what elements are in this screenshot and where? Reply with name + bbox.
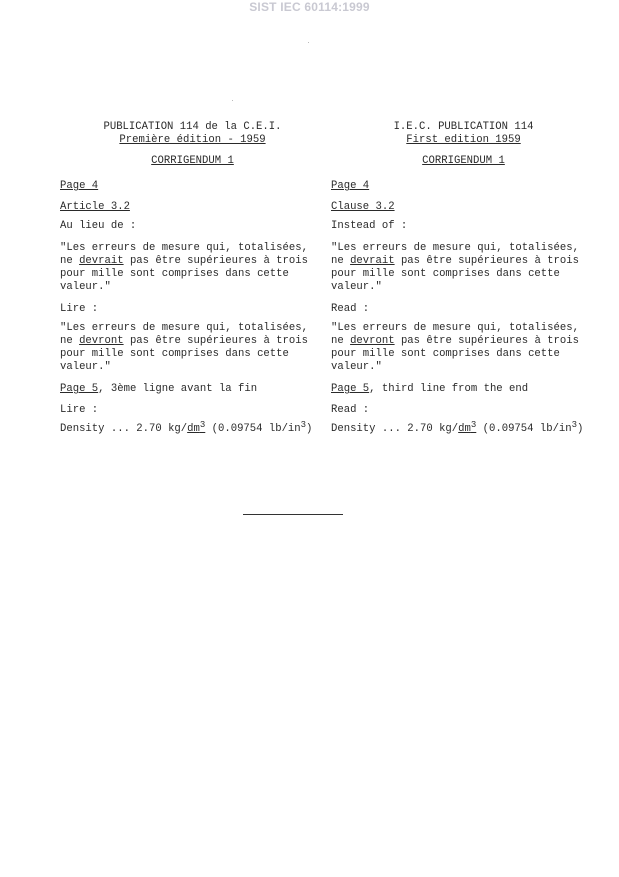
page5-detail: , 3ème ligne avant la fin <box>98 383 258 395</box>
density-unit <box>187 420 206 435</box>
quote-line: valeur." <box>60 281 111 293</box>
quote-line: "Les erreurs de mesure qui, totalisées, <box>60 322 308 334</box>
quote-line: pour mille sont comprises dans cette <box>331 348 560 360</box>
english-page-ref-text: Page 4 <box>331 180 370 192</box>
quote-emphasis: devrait <box>79 255 124 267</box>
english-page-ref <box>331 180 596 193</box>
english-clause-ref-text: Clause 3.2 <box>331 201 395 213</box>
french-corrigendum-title <box>60 155 325 168</box>
english-header <box>331 121 596 146</box>
end-rule-divider <box>243 514 343 515</box>
quote-text: pas être supérieures à trois <box>394 335 579 347</box>
english-column <box>331 121 596 436</box>
quote-text: ne <box>331 255 351 267</box>
english-page5-ref <box>331 383 596 396</box>
french-column <box>60 121 325 436</box>
english-quote-corrected <box>331 322 596 374</box>
french-page-ref <box>60 180 325 193</box>
density-exponent: 3 <box>571 420 578 430</box>
french-clause-ref <box>60 201 325 214</box>
french-clause-ref-text: Article 3.2 <box>60 201 130 213</box>
density-exponent: 3 <box>199 420 206 430</box>
quote-line: valeur." <box>60 361 111 373</box>
french-density-line <box>60 420 325 436</box>
quote-text: pas être supérieures à trois <box>394 255 579 267</box>
quote-line: pour mille sont comprises dans cette <box>60 348 289 360</box>
quote-line: valeur." <box>331 281 382 293</box>
quote-line <box>60 255 325 268</box>
density-unit-text: dm <box>458 423 471 435</box>
french-header-edition: Première édition - 1959 <box>119 133 266 146</box>
quote-text: ne <box>331 335 351 347</box>
quote-text: pas être supérieures à trois <box>123 335 308 347</box>
page5-label: Page 5 <box>331 383 370 395</box>
quote-emphasis: devront <box>350 335 395 347</box>
french-quote-corrected <box>60 322 325 374</box>
quote-line: "Les erreurs de mesure qui, totalisées, <box>331 322 579 334</box>
english-quote-original <box>331 242 596 294</box>
french-page5-ref <box>60 383 325 396</box>
english-instead-of: Instead of : <box>331 220 408 232</box>
density-exponent: 3 <box>470 420 477 430</box>
page5-detail: , third line from the end <box>369 383 529 395</box>
quote-line <box>331 255 596 268</box>
quote-line: pour mille sont comprises dans cette <box>331 268 560 280</box>
quote-line: valeur." <box>331 361 382 373</box>
density-unit <box>458 420 477 435</box>
english-corrigendum-title <box>331 155 596 168</box>
quote-line: pour mille sont comprises dans cette <box>60 268 289 280</box>
quote-emphasis: devrait <box>350 255 395 267</box>
scan-speck <box>232 100 233 101</box>
english-clause-ref <box>331 201 596 214</box>
french-instead-of: Au lieu de : <box>60 220 137 232</box>
quote-text: ne <box>60 255 80 267</box>
density-exponent: 3 <box>300 420 307 430</box>
english-header-title: I.E.C. PUBLICATION 114 <box>393 121 534 133</box>
page5-label: Page 5 <box>60 383 99 395</box>
english-corrigendum-label: CORRIGENDUM 1 <box>422 155 505 167</box>
quote-line: "Les erreurs de mesure qui, totalisées, <box>331 242 579 254</box>
french-corrigendum-label: CORRIGENDUM 1 <box>151 155 234 167</box>
density-text: Density ... 2.70 kg/ <box>60 423 188 435</box>
english-header-edition: First edition 1959 <box>406 133 521 146</box>
density-text: ) <box>306 423 313 435</box>
english-read: Read : <box>331 303 370 315</box>
quote-text: ne <box>60 335 80 347</box>
density-unit-text: dm <box>187 423 200 435</box>
english-density-line <box>331 420 596 436</box>
scan-speck <box>308 42 309 43</box>
french-header-title: PUBLICATION 114 de la C.E.I. <box>103 121 282 133</box>
density-text: (0.09754 lb/in <box>205 423 301 435</box>
french-read: Lire : <box>60 303 99 315</box>
quote-line <box>331 335 596 348</box>
density-text: ) <box>577 423 584 435</box>
french-page-ref-text: Page 4 <box>60 180 99 192</box>
density-text: Density ... 2.70 kg/ <box>331 423 459 435</box>
quote-emphasis: devront <box>79 335 124 347</box>
density-text: (0.09754 lb/in <box>476 423 572 435</box>
french-read2: Lire : <box>60 404 99 416</box>
quote-line: "Les erreurs de mesure qui, totalisées, <box>60 242 308 254</box>
document-watermark: SIST IEC 60114:1999 <box>249 0 370 14</box>
quote-line <box>60 335 325 348</box>
english-read2: Read : <box>331 404 370 416</box>
french-quote-original <box>60 242 325 294</box>
quote-text: pas être supérieures à trois <box>123 255 308 267</box>
french-header <box>60 121 325 146</box>
